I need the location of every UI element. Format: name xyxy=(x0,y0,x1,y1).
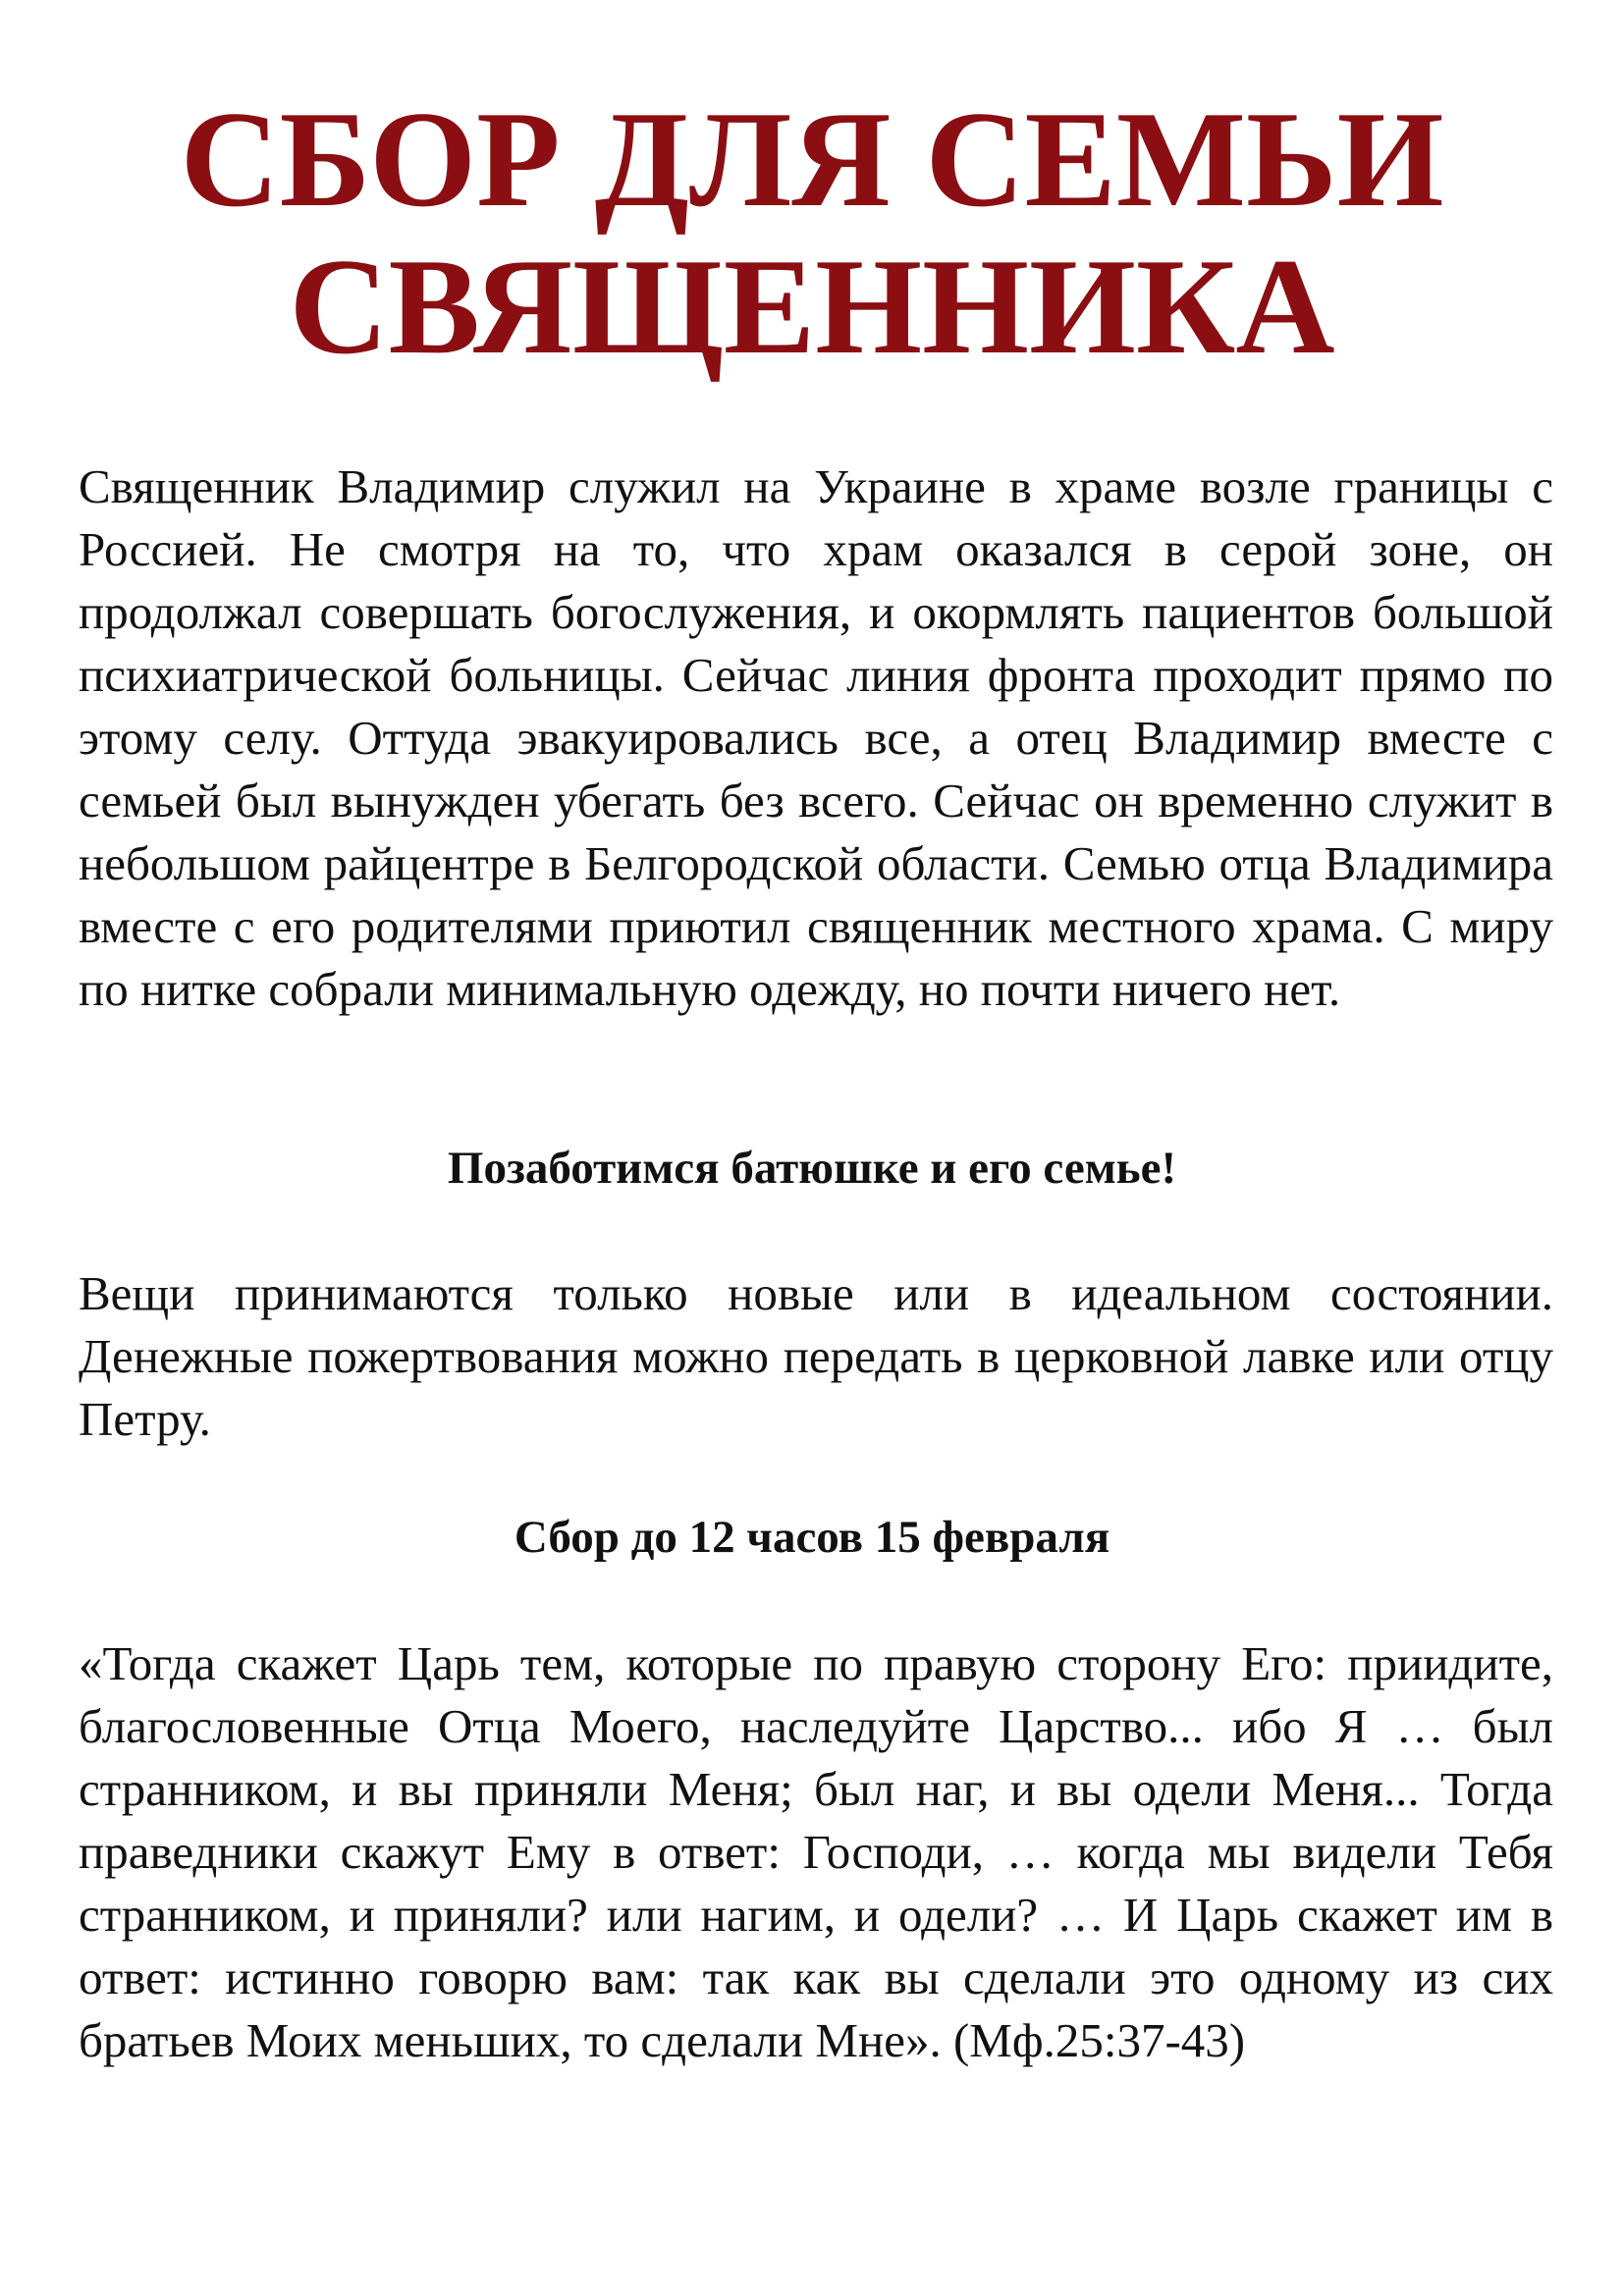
deadline-heading: Сбор до 12 часов 15 февраля xyxy=(514,1512,1110,1563)
title-line-1: СБОР ДЛЯ СЕМЬИ xyxy=(180,83,1444,236)
donations-paragraph: Вещи принимаются только новые или в идеальном состоянии. Денежные пожертвования можно передать в церковной лавке или отцу Петру. xyxy=(79,1266,1553,1446)
intro-paragraph: Священник Владимир служил на Украине в храме возле границы с Россией. Не смотря на то, что храм оказался в серой зоне, он продолжал совершать богослужения, и окормлять пациентов большой психиатрической больницы. Сейчас линия фронта проходит прямо по этому селу. Оттуда эвакуировались все, а отец Владимир вместе с семьей был вынужден убегать без всего. Сейчас он временно служит в небольшом райцентре в Белгородской области. Семью отца Владимира вместе с его родителями приютил священник местного храма. С миру по нитке собрали минимальную одежду, но почти ничего нет. xyxy=(79,459,1553,1016)
page-title xyxy=(0,83,1624,383)
call-to-action-heading: Позаботимся батюшке и его семье! xyxy=(447,1143,1177,1194)
title-line-2: СВЯЩЕННИКА xyxy=(289,231,1335,383)
scripture-quote-paragraph: «Тогда скажет Царь тем, которые по правую сторону Его: приидите, благословенные Отца Моего, наследуйте Царство... ибо Я … был странником, и вы приняли Меня; был наг, и вы одели Меня... Тогда праведники скажут Ему в ответ: Господи, … когда мы видели Тебя странником, и приняли? или нагим, и одели? … И Царь скажет им в ответ: истинно говорю вам: так как вы сделали это одному из сих братьев Моих меньших, то сделали Мне». (Мф.25:37-43) xyxy=(79,1636,1553,2067)
